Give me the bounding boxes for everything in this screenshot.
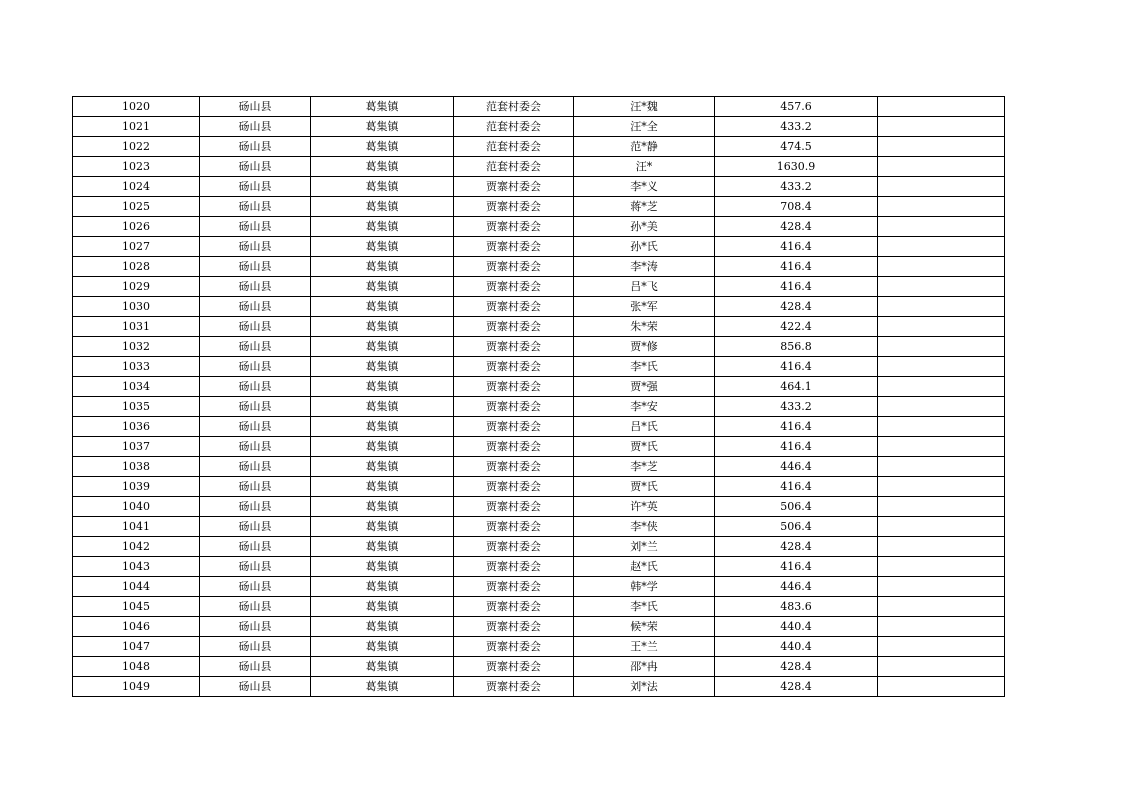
cell-note [878,397,1005,417]
cell-name: 贾*氏 [574,437,715,457]
cell-town: 葛集镇 [311,637,454,657]
cell-county: 砀山县 [200,397,311,417]
cell-name: 李*氏 [574,357,715,377]
cell-serial-number: 1045 [73,597,200,617]
table-row [73,417,1005,437]
cell-note [878,577,1005,597]
cell-village-committee: 范套村委会 [454,157,574,177]
cell-county: 砀山县 [200,97,311,117]
cell-amount: 440.4 [715,637,878,657]
cell-note [878,617,1005,637]
cell-county: 砀山县 [200,237,311,257]
cell-serial-number: 1043 [73,557,200,577]
cell-town: 葛集镇 [311,137,454,157]
cell-name: 刘*法 [574,677,715,697]
cell-village-committee: 贾寨村委会 [454,377,574,397]
cell-village-committee: 贾寨村委会 [454,417,574,437]
cell-village-committee: 贾寨村委会 [454,237,574,257]
cell-amount: 428.4 [715,677,878,697]
table-row [73,677,1005,697]
cell-village-committee: 贾寨村委会 [454,537,574,557]
cell-serial-number: 1048 [73,657,200,677]
cell-town: 葛集镇 [311,277,454,297]
cell-county: 砀山县 [200,337,311,357]
cell-name: 李*安 [574,397,715,417]
table-row [73,657,1005,677]
cell-amount: 416.4 [715,557,878,577]
cell-town: 葛集镇 [311,417,454,437]
cell-name: 吕*飞 [574,277,715,297]
cell-town: 葛集镇 [311,657,454,677]
cell-town: 葛集镇 [311,677,454,697]
cell-name: 李*涛 [574,257,715,277]
cell-town: 葛集镇 [311,297,454,317]
cell-village-committee: 贾寨村委会 [454,357,574,377]
cell-note [878,217,1005,237]
cell-name: 许*英 [574,497,715,517]
cell-county: 砀山县 [200,217,311,237]
cell-county: 砀山县 [200,517,311,537]
cell-county: 砀山县 [200,677,311,697]
cell-county: 砀山县 [200,117,311,137]
cell-town: 葛集镇 [311,177,454,197]
cell-village-committee: 贾寨村委会 [454,637,574,657]
cell-county: 砀山县 [200,577,311,597]
cell-name: 李*侠 [574,517,715,537]
cell-village-committee: 贾寨村委会 [454,217,574,237]
cell-amount: 416.4 [715,477,878,497]
cell-note [878,97,1005,117]
cell-amount: 483.6 [715,597,878,617]
table-row [73,157,1005,177]
cell-county: 砀山县 [200,477,311,497]
cell-amount: 506.4 [715,517,878,537]
cell-note [878,557,1005,577]
cell-amount: 428.4 [715,297,878,317]
cell-village-committee: 贾寨村委会 [454,257,574,277]
cell-amount: 428.4 [715,217,878,237]
cell-serial-number: 1031 [73,317,200,337]
cell-note [878,417,1005,437]
cell-serial-number: 1027 [73,237,200,257]
cell-serial-number: 1041 [73,517,200,537]
cell-county: 砀山县 [200,277,311,297]
cell-note [878,237,1005,257]
cell-name: 汪*全 [574,117,715,137]
cell-serial-number: 1040 [73,497,200,517]
cell-note [878,657,1005,677]
cell-county: 砀山县 [200,657,311,677]
cell-amount: 446.4 [715,577,878,597]
cell-county: 砀山县 [200,497,311,517]
table-row [73,437,1005,457]
cell-village-committee: 范套村委会 [454,137,574,157]
table-row [73,457,1005,477]
cell-amount: 708.4 [715,197,878,217]
cell-name: 汪*魏 [574,97,715,117]
cell-serial-number: 1032 [73,337,200,357]
cell-serial-number: 1042 [73,537,200,557]
cell-note [878,317,1005,337]
cell-name: 贾*修 [574,337,715,357]
cell-serial-number: 1025 [73,197,200,217]
table-row [73,317,1005,337]
cell-serial-number: 1049 [73,677,200,697]
cell-name: 刘*兰 [574,537,715,557]
cell-amount: 416.4 [715,417,878,437]
cell-name: 李*氏 [574,597,715,617]
cell-town: 葛集镇 [311,237,454,257]
cell-amount: 416.4 [715,277,878,297]
cell-town: 葛集镇 [311,457,454,477]
cell-amount: 433.2 [715,397,878,417]
cell-town: 葛集镇 [311,97,454,117]
cell-name: 邵*冉 [574,657,715,677]
cell-name: 朱*荣 [574,317,715,337]
cell-village-committee: 贾寨村委会 [454,657,574,677]
cell-amount: 433.2 [715,117,878,137]
cell-town: 葛集镇 [311,477,454,497]
cell-town: 葛集镇 [311,357,454,377]
cell-amount: 464.1 [715,377,878,397]
cell-name: 韩*学 [574,577,715,597]
cell-town: 葛集镇 [311,577,454,597]
cell-serial-number: 1021 [73,117,200,137]
cell-name: 候*荣 [574,617,715,637]
cell-town: 葛集镇 [311,597,454,617]
table-row [73,617,1005,637]
cell-village-committee: 贾寨村委会 [454,517,574,537]
table-row [73,197,1005,217]
cell-note [878,257,1005,277]
cell-serial-number: 1024 [73,177,200,197]
cell-note [878,597,1005,617]
cell-amount: 474.5 [715,137,878,157]
cell-note [878,517,1005,537]
cell-town: 葛集镇 [311,217,454,237]
cell-county: 砀山县 [200,457,311,477]
cell-town: 葛集镇 [311,117,454,137]
cell-note [878,437,1005,457]
cell-town: 葛集镇 [311,377,454,397]
cell-serial-number: 1034 [73,377,200,397]
cell-name: 贾*氏 [574,477,715,497]
cell-name: 李*义 [574,177,715,197]
cell-amount: 506.4 [715,497,878,517]
cell-county: 砀山县 [200,257,311,277]
cell-village-committee: 贾寨村委会 [454,677,574,697]
cell-name: 贾*强 [574,377,715,397]
cell-serial-number: 1038 [73,457,200,477]
cell-note [878,637,1005,657]
cell-town: 葛集镇 [311,517,454,537]
cell-village-committee: 贾寨村委会 [454,437,574,457]
cell-serial-number: 1023 [73,157,200,177]
cell-village-committee: 贾寨村委会 [454,497,574,517]
cell-county: 砀山县 [200,617,311,637]
cell-county: 砀山县 [200,537,311,557]
cell-village-committee: 贾寨村委会 [454,317,574,337]
table-row [73,357,1005,377]
cell-serial-number: 1039 [73,477,200,497]
cell-serial-number: 1033 [73,357,200,377]
table-row [73,177,1005,197]
cell-county: 砀山县 [200,357,311,377]
cell-amount: 416.4 [715,237,878,257]
cell-town: 葛集镇 [311,337,454,357]
cell-note [878,177,1005,197]
cell-village-committee: 贾寨村委会 [454,477,574,497]
cell-serial-number: 1047 [73,637,200,657]
cell-amount: 440.4 [715,617,878,637]
cell-note [878,537,1005,557]
cell-amount: 428.4 [715,657,878,677]
data-table [72,96,1005,697]
cell-note [878,137,1005,157]
cell-note [878,457,1005,477]
table-row [73,477,1005,497]
cell-amount: 428.4 [715,537,878,557]
cell-village-committee: 范套村委会 [454,117,574,137]
cell-town: 葛集镇 [311,497,454,517]
cell-note [878,357,1005,377]
table-row [73,377,1005,397]
table-row [73,537,1005,557]
cell-serial-number: 1044 [73,577,200,597]
cell-county: 砀山县 [200,297,311,317]
cell-serial-number: 1035 [73,397,200,417]
cell-amount: 416.4 [715,437,878,457]
cell-note [878,297,1005,317]
cell-name: 李*芝 [574,457,715,477]
cell-note [878,117,1005,137]
cell-village-committee: 贾寨村委会 [454,557,574,577]
cell-serial-number: 1030 [73,297,200,317]
table-row [73,637,1005,657]
cell-name: 范*静 [574,137,715,157]
cell-county: 砀山县 [200,157,311,177]
cell-village-committee: 范套村委会 [454,97,574,117]
table-row [73,397,1005,417]
cell-name: 吕*氏 [574,417,715,437]
cell-village-committee: 贾寨村委会 [454,397,574,417]
cell-serial-number: 1036 [73,417,200,437]
cell-amount: 856.8 [715,337,878,357]
cell-name: 蒋*芝 [574,197,715,217]
cell-village-committee: 贾寨村委会 [454,577,574,597]
table-row [73,557,1005,577]
cell-name: 孙*氏 [574,237,715,257]
cell-village-committee: 贾寨村委会 [454,177,574,197]
cell-town: 葛集镇 [311,197,454,217]
cell-name: 孙*美 [574,217,715,237]
table-row [73,237,1005,257]
cell-name: 王*兰 [574,637,715,657]
cell-town: 葛集镇 [311,317,454,337]
cell-amount: 416.4 [715,357,878,377]
cell-serial-number: 1029 [73,277,200,297]
cell-note [878,197,1005,217]
cell-note [878,497,1005,517]
cell-amount: 457.6 [715,97,878,117]
cell-note [878,477,1005,497]
cell-amount: 416.4 [715,257,878,277]
cell-town: 葛集镇 [311,557,454,577]
cell-note [878,677,1005,697]
cell-village-committee: 贾寨村委会 [454,337,574,357]
cell-name: 赵*氏 [574,557,715,577]
cell-county: 砀山县 [200,597,311,617]
cell-town: 葛集镇 [311,617,454,637]
cell-village-committee: 贾寨村委会 [454,297,574,317]
cell-county: 砀山县 [200,177,311,197]
cell-amount: 422.4 [715,317,878,337]
table-row [73,577,1005,597]
table-row [73,277,1005,297]
cell-amount: 433.2 [715,177,878,197]
cell-county: 砀山县 [200,557,311,577]
cell-county: 砀山县 [200,197,311,217]
table-row [73,117,1005,137]
cell-county: 砀山县 [200,377,311,397]
cell-serial-number: 1022 [73,137,200,157]
cell-town: 葛集镇 [311,437,454,457]
cell-serial-number: 1046 [73,617,200,637]
table-body [73,97,1005,697]
cell-amount: 1630.9 [715,157,878,177]
cell-note [878,157,1005,177]
table-row [73,517,1005,537]
table-row [73,137,1005,157]
cell-village-committee: 贾寨村委会 [454,617,574,637]
cell-name: 张*军 [574,297,715,317]
cell-name: 汪* [574,157,715,177]
cell-serial-number: 1028 [73,257,200,277]
cell-county: 砀山县 [200,137,311,157]
cell-village-committee: 贾寨村委会 [454,457,574,477]
table-row [73,337,1005,357]
cell-serial-number: 1026 [73,217,200,237]
cell-town: 葛集镇 [311,537,454,557]
cell-village-committee: 贾寨村委会 [454,277,574,297]
cell-town: 葛集镇 [311,157,454,177]
cell-serial-number: 1020 [73,97,200,117]
table-row [73,257,1005,277]
cell-village-committee: 贾寨村委会 [454,597,574,617]
cell-amount: 446.4 [715,457,878,477]
table-row [73,297,1005,317]
cell-note [878,277,1005,297]
cell-county: 砀山县 [200,637,311,657]
cell-note [878,337,1005,357]
cell-note [878,377,1005,397]
cell-county: 砀山县 [200,317,311,337]
table-row [73,217,1005,237]
cell-serial-number: 1037 [73,437,200,457]
cell-town: 葛集镇 [311,397,454,417]
table-row [73,597,1005,617]
table-row [73,97,1005,117]
cell-village-committee: 贾寨村委会 [454,197,574,217]
cell-county: 砀山县 [200,417,311,437]
table-row [73,497,1005,517]
cell-county: 砀山县 [200,437,311,457]
cell-town: 葛集镇 [311,257,454,277]
